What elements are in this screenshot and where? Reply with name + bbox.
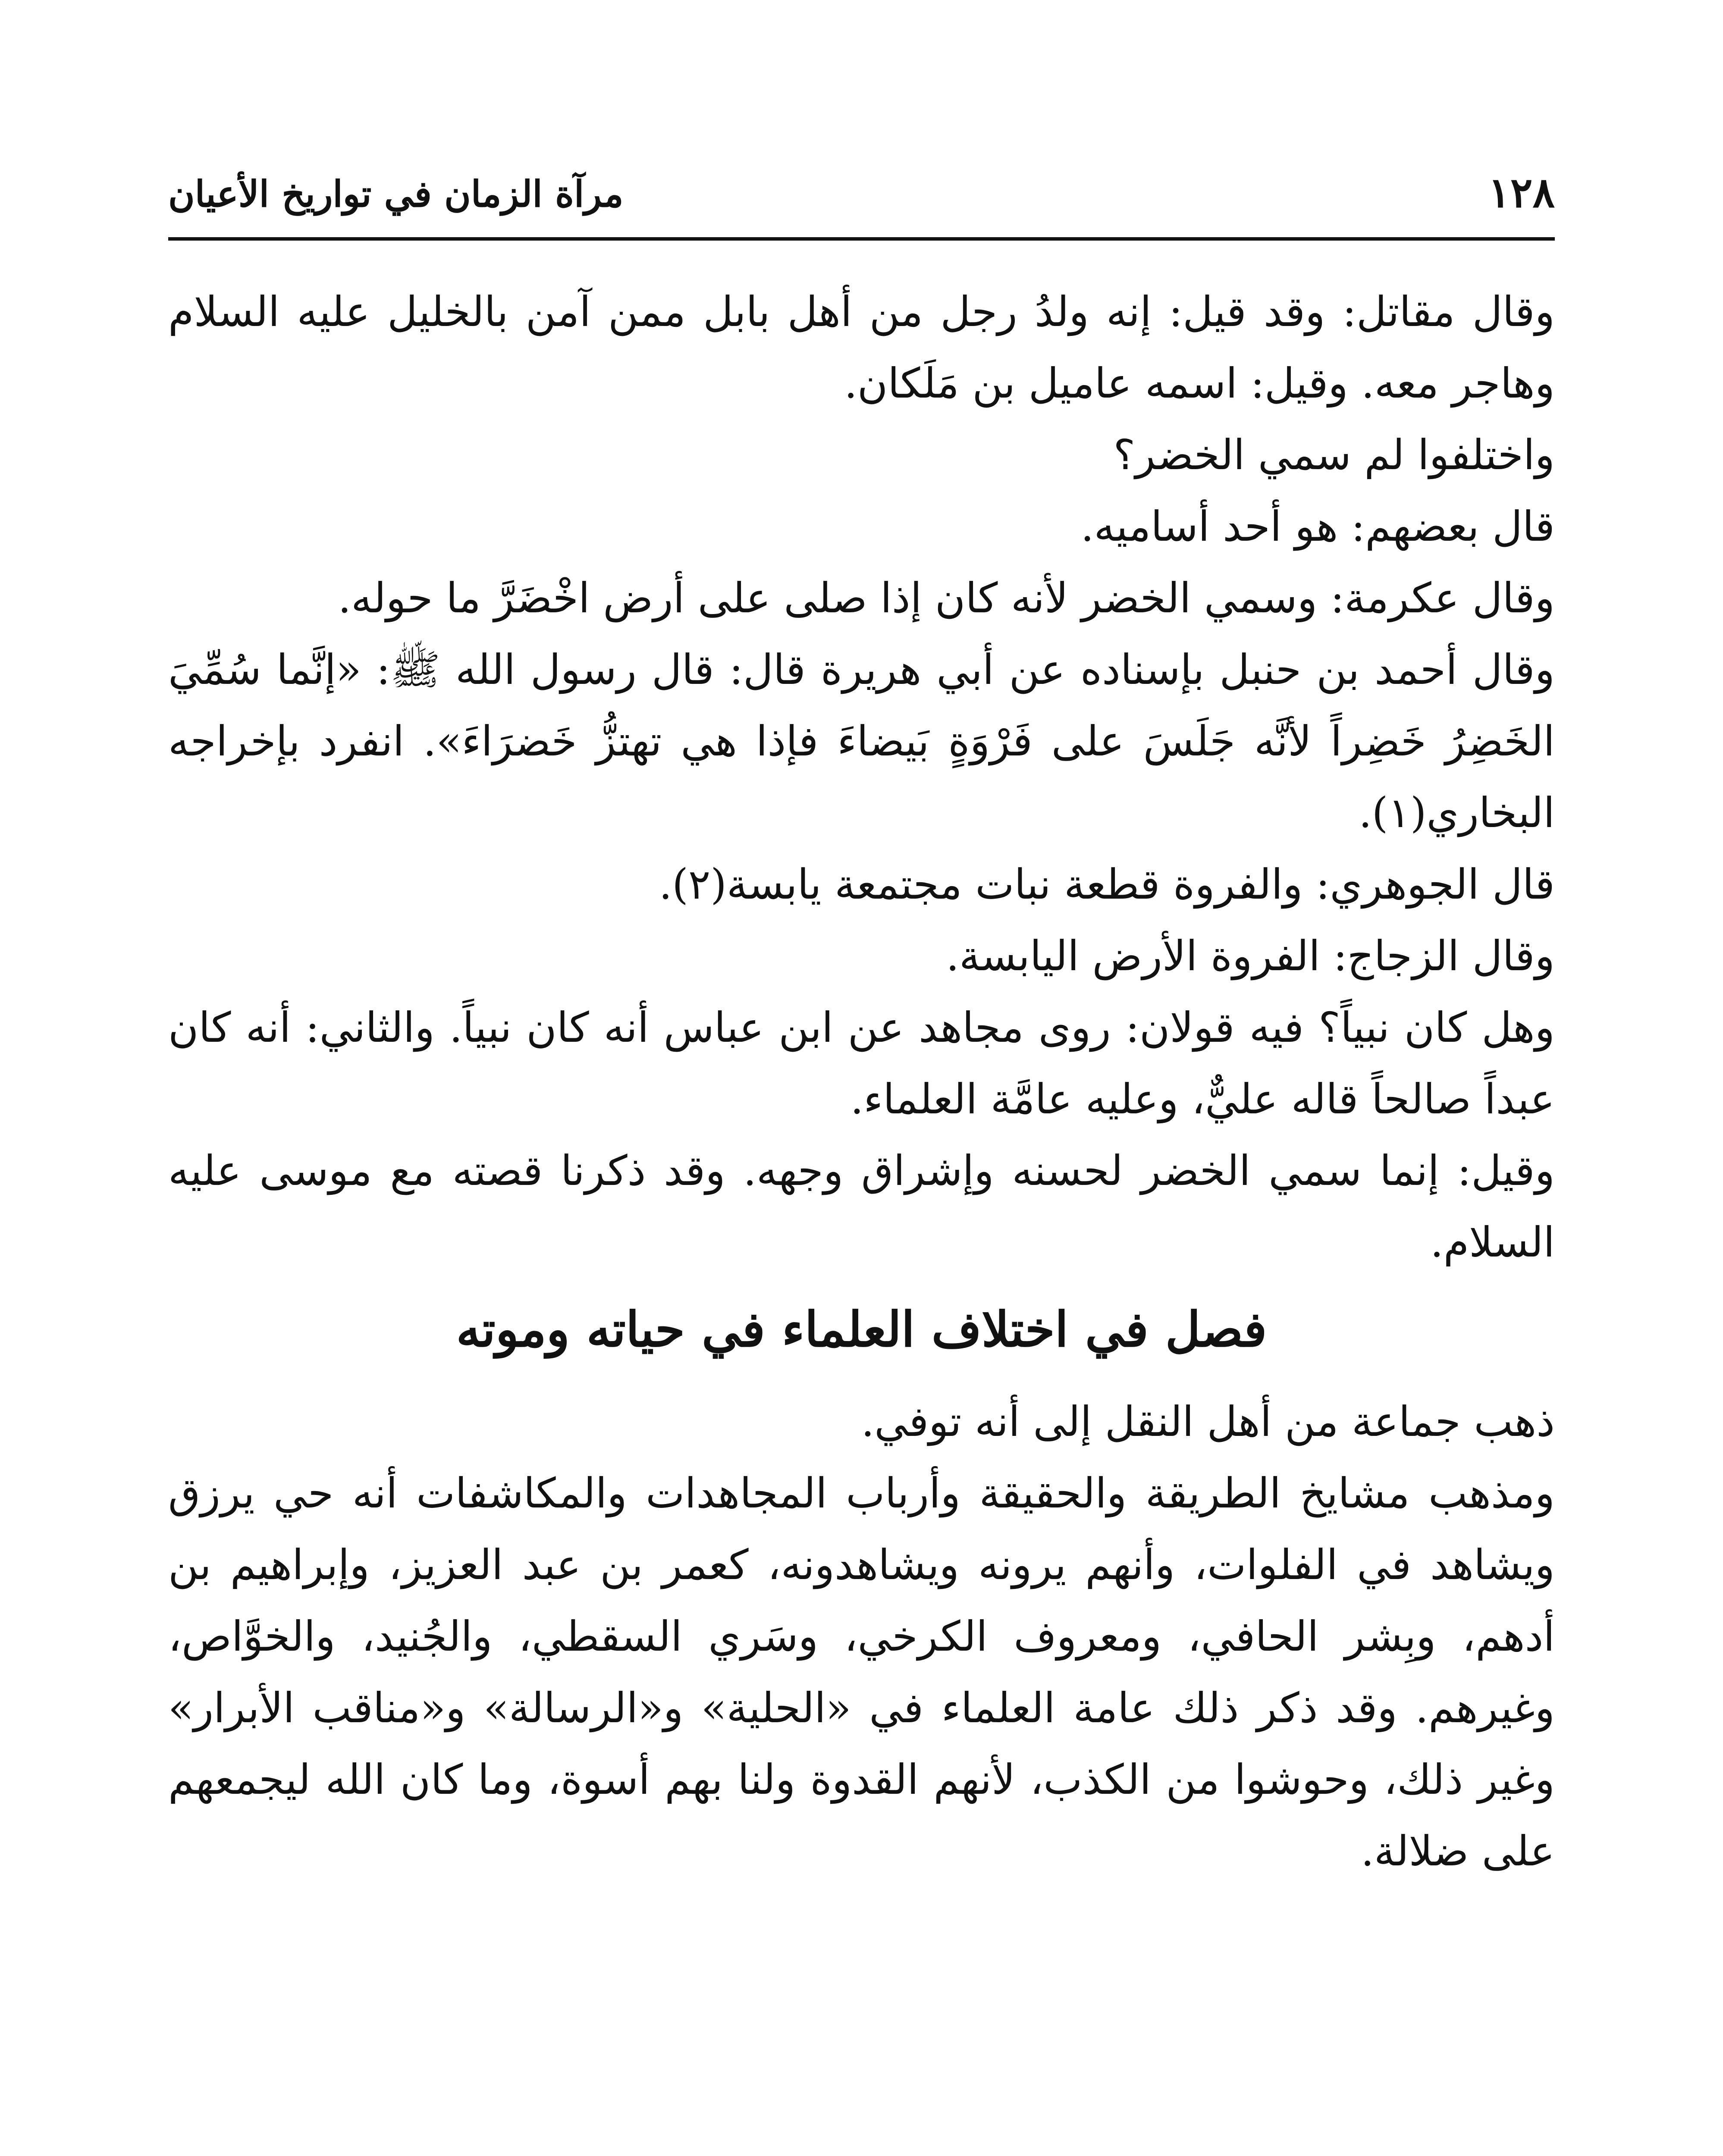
paragraph: وهل كان نبياً؟ فيه قولان: روى مجاهد عن ابن عباس أنه كان نبياً. والثاني: أنه كان عبداً صالحاً قاله عليٌّ، وعليه عامَّة العلماء.	[168, 1003, 1555, 1123]
paragraph: ومذهب مشايخ الطريقة والحقيقة وأرباب المجاهدات والمكاشفات أنه حي يرزق ويشاهد في الفلوات، وأنهم يرونه ويشاهدونه، كعمر بن عبد العزيز، وإبراهيم بن أدهم، وبِشر الحافي، ومعروف الكرخي، وسَري السقطي، والجُنيد، والخوَّاص، وغيرهم. وقد ذكر ذلك عامة العلماء في «الحلية» و«الرسالة» و«مناقب الأبرار» وغير ذلك، وحوشوا من الكذب، لأنهم القدوة ولنا بهم أسوة، وما كان الله ليجمعهم على ضلالة.	[168, 1469, 1555, 1875]
page-number: ١٢٨	[1488, 168, 1555, 217]
paragraph: قال بعضهم: هو أحد أساميه.	[1080, 502, 1555, 551]
paragraph: واختلفوا لم سمي الخضر؟	[1113, 431, 1555, 479]
paragraph: وقال مقاتل: وقد قيل: إنه ولدُ رجل من أهل بابل ممن آمن بالخليل عليه السلام وهاجر معه. وقيل: اسمه عاميل بن مَلَكان.	[168, 288, 1555, 407]
section-heading: فصل في اختلاف العلماء في حياته وموته	[456, 1301, 1267, 1358]
paragraph: وقيل: إنما سمي الخضر لحسنه وإشراق وجهه. وقد ذكرنا قصته مع موسى عليه السلام.	[168, 1147, 1555, 1266]
paragraph: وقال عكرمة: وسمي الخضر لأنه كان إذا صلى على أرض اخْضَرَّ ما حوله.	[338, 574, 1555, 622]
page-header	[168, 160, 1555, 241]
paragraph: وقال أحمد بن حنبل بإسناده عن أبي هريرة قال: قال رسول الله ﷺ: «إنَّما سُمِّيَ الخَضِرُ خَضِراً لأنَّه جَلَسَ على فَرْوَةٍ بَيضاءَ فإذا هي تهتزُّ خَضرَاءَ». انفرد بإخراجه البخاري(١).	[168, 646, 1555, 837]
paragraph: قال الجوهري: والفروة قطعة نبات مجتمعة يابسة(٢).	[659, 860, 1555, 909]
main-text	[168, 276, 1555, 1887]
paragraph: وقال الزجاج: الفروة الأرض اليابسة.	[946, 932, 1555, 980]
running-title: مرآة الزمان في تواريخ الأعيان	[168, 172, 624, 215]
paragraph: ذهب جماعة من أهل النقل إلى أنه توفي.	[861, 1398, 1555, 1446]
